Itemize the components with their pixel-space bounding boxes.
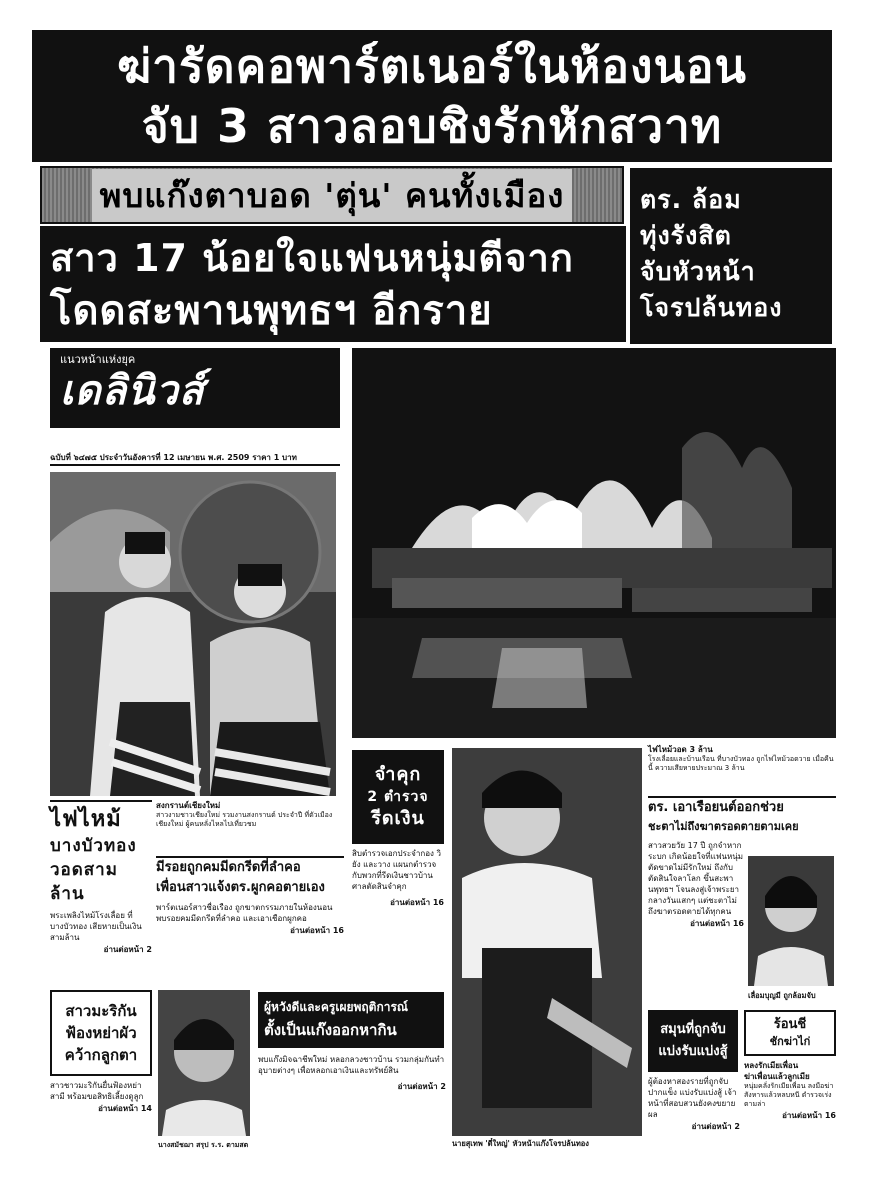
gang-story-title-line2: ตั้งเป็นแก๊งออกหากิน (264, 1021, 397, 1039)
police-story-continued: อ่านต่อหน้า 16 (690, 919, 744, 928)
masthead-tagline: แนวหน้าแห่งยุค (60, 353, 136, 366)
gold-story-header (648, 1010, 738, 1072)
gold-story-title-line2: แบ่งรับแบ่งสู้ (658, 1044, 728, 1059)
gold-story-continued: อ่านต่อหน้า 2 (691, 1122, 740, 1131)
gang-story-body: พบแก๊งมิจฉาชีพใหม่ หลอกลวงชาวบ้าน รวมกลุ่มกันทำอุบายต่างๆ เพื่อหลอกเอาเงินและทรัพย์สิน (258, 1055, 445, 1075)
wife-story (50, 1080, 152, 1156)
murder-box-continued: อ่านต่อหน้า 16 (782, 1111, 836, 1120)
gang-story-continued: อ่านต่อหน้า 2 (397, 1082, 446, 1091)
suspect-photo-art (452, 748, 642, 1136)
songkran-caption-title: สงกรานต์เชียงใหม่ (156, 801, 221, 810)
murder-box-title-line2: ชักฆ่าไก่ (769, 1035, 811, 1048)
jail-story-title-line2: 2 ตำรวจ (367, 789, 429, 805)
jail-story-continued: อ่านต่อหน้า 16 (390, 898, 444, 907)
jail-story-body: สิบตำรวจเอกประจำกอง วิ ยัง และวาง แผนกตำรวจ กับพวกที่รีดเงินชาวบ้าน ศาลตัดสินจำคุก (352, 849, 441, 891)
wife-photo-art (158, 990, 250, 1136)
side-headline (630, 168, 832, 344)
side-headline-line3: จับหัวหน้า (640, 257, 756, 286)
fire-caption-text: โรงเลื่อยและบ้านเรือน ที่บางบัวทอง ถูกไฟไหม้วอดวาย เมื่อคืนนี้ ความเสียหายประมาณ 3 ล้าน (648, 755, 834, 772)
second-headline-line2: โดดสะพานพุทธฯ อีกราย (50, 288, 493, 334)
fire-photo-art (352, 348, 836, 738)
police-story-title-line2: ชะตาไม่ถึงฆาตรอดตายตามเคย (648, 820, 799, 833)
fire-caption-title: ไฟไหม้วอด 3 ล้าน (648, 745, 713, 754)
songkran-photo-art (50, 472, 336, 796)
side-headline-line1: ตร. ล้อม (640, 185, 742, 214)
murder-box-header (744, 1010, 836, 1056)
fire-story-title-line2: บางบัวทอง (50, 836, 137, 856)
subhead-text: พบแก๊งตาบอด 'ตุ่น' คนทั้งเมือง (92, 169, 573, 222)
wife-photo (158, 990, 250, 1136)
partner-story-continued: อ่านต่อหน้า 16 (290, 926, 344, 935)
gold-story-title-line1: สมุนที่ถูกจับ (660, 1022, 726, 1037)
murder-box-item2: ฆ่าเพื่อนแล้วลูกเมีย (744, 1072, 810, 1081)
wife-photo-caption: นางสมัชฌา สรุป ร.ร. ตามสต (158, 1141, 249, 1149)
partner-story (156, 856, 344, 986)
fire-story-title-line1: ไฟไหม้ (50, 807, 122, 832)
murder-box-item1: หลงรักเมียเพื่อน (744, 1061, 799, 1070)
woman-photo (748, 856, 834, 986)
murder-box-body: หนุ่มคลั่งรักเมียเพื่อน ลงมือฆ่าสังหารแล้วหลบหนี ตำรวจเร่งตามล่า (744, 1082, 834, 1108)
subhead-banner (40, 166, 624, 224)
wife-story-header (50, 990, 152, 1076)
second-headline (40, 226, 626, 342)
wife-story-title-line1: สาวมะริกัน (65, 1002, 137, 1020)
police-story-body: สาวสวยวัย 17 ปี ถูกจำหากระบก เกิดน้อยใจที่แฟนหนุ่ม ตัดขาดไม่มีรักใหม่ ถึงกับตัดสินใจลาโลก ขึ้นสะพานพุทธฯ โจนลงสู่เจ้าพระยา กลางวันแสกๆ แต่ชะตาไม่ถึงฆาตรอดตายได้ทุกคน (648, 841, 743, 916)
murder-box-title-line1: ร้อนชี (773, 1017, 807, 1032)
masthead-name: เดลินิวส์ (60, 368, 205, 414)
jail-story-title-line3: รีดเงิน (371, 808, 425, 829)
fire-photo (352, 348, 836, 738)
fire-story-title-line3: วอดสามล้าน (50, 860, 118, 904)
partner-story-title-line2: เพื่อนสาวแจ้งตร.ผูกคอตายเอง (156, 880, 325, 895)
wife-story-continued: อ่านต่อหน้า 14 (98, 1104, 152, 1113)
fire-story-body: พระเพลิงไหม้โรงเลื่อย ที่บางบัวทอง เสียหายเป็นเงินสามล้าน (50, 911, 142, 942)
gold-story (648, 1076, 740, 1158)
wife-story-title-line2: ฟ้องหย่าผัว (65, 1024, 137, 1042)
main-headline-line1: ฆ่ารัดคอพาร์ตเนอร์ในห้องนอน (116, 39, 748, 93)
songkran-photo (50, 472, 336, 796)
jail-story-header (352, 750, 444, 844)
side-headline-line4: โจรปล้นทอง (640, 293, 783, 322)
jail-story-title-line1: จำคุก (374, 764, 422, 785)
side-headline-line2: ทุ่งรังสิต (640, 221, 732, 250)
gang-story (258, 1054, 446, 1158)
second-headline-line1: สาว 17 น้อยใจแฟนหนุ่มตีจาก (50, 236, 574, 280)
songkran-caption-body: สาวงามชาวเชียงใหม่ รวมงานสงกรานต์ ประจำปี ที่ตัวเมืองเชียงใหม่ ผู้คนหลั่งไหลไปเที่ยวชม (156, 811, 333, 828)
songkran-caption (156, 800, 342, 854)
jail-story (352, 848, 444, 984)
murder-box (744, 1010, 836, 1160)
police-story-title-line1: ตร. เอาเรือยนต์ออกช่วย (648, 800, 784, 815)
fire-story-continued: อ่านต่อหน้า 2 (103, 945, 152, 954)
suspect-photo-caption: นายสุเทพ 'ตี๋ใหญ่' หัวหน้าแก๊งโจรปล้นทอง (452, 1139, 589, 1148)
gang-story-title-line1: ผู้หวังดีและครูเผยพฤติการณ์ (264, 1000, 409, 1014)
main-headline-banner (32, 30, 832, 162)
fire-caption (648, 744, 834, 794)
main-headline-line2: จับ 3 สาวลอบชิงรักหักสวาท (141, 99, 723, 153)
wife-story-title-line3: คว้ากลูกตา (64, 1046, 138, 1064)
fire-story (50, 800, 152, 988)
woman-photo-art (748, 856, 834, 986)
gold-story-body: ผู้ต้องหาสองรายที่ถูกจับ ปากแข็ง แบ่งรับแบ่งสู้ เจ้าหน้าที่สอบสวนยังคงขยายผล (648, 1077, 737, 1119)
wife-story-body: สาวชาวมะริกันยื่นฟ้องหย่าสามี พร้อมขอสิทธิเลี้ยงดูลูก (50, 1081, 144, 1101)
masthead-dateline: ฉบับที่ ๖๔๗๕ ประจำวันอังคารที่ 12 เมษายน พ.ศ. 2509 ราคา 1 บาท (50, 452, 340, 466)
masthead (50, 348, 340, 428)
gang-story-header (258, 992, 444, 1048)
woman-photo-caption: เลื่อมบุญมี ถูกล้อมจับ (748, 991, 816, 1000)
partner-story-body: พาร์ตเนอร์สาวชื่อเรือง ถูกฆาตกรรมภายในห้องนอน พบรอยคมมีดกรีดที่ลำคอ และเอาเชือกผูกคอ (156, 903, 333, 923)
partner-story-title-line1: มีรอยถูกคมมีดกรีดที่ลำคอ (156, 860, 301, 875)
suspect-photo (452, 748, 642, 1136)
